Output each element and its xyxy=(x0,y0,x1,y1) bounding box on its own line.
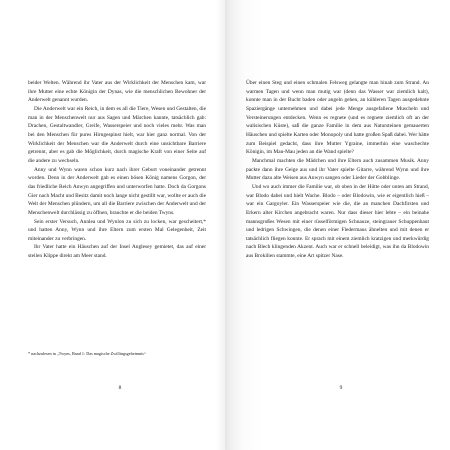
paragraph: Über einen Steg und einen schmalen Felsweg gelangte man hinab zum Strand. An warmen Tagen und wenn man mutig war (denn das Wasser war ziemlich kalt), konnte man in der Bucht baden oder angeln gehen, an kühleren Tagen ausgedehnte Spaziergänge unternehmen und dabei jede Menge ausgefallene Muscheln und Versteinerungen entdecken. Wenn es regnete (und es regnete ziemlich oft an der walisischen Küste), saß die ganze Familie in dem aus Natursteinen gemauerten Häuschen und spielte Karten oder Monopoly und hatte großen Spaß dabei. Wer hätte zum Beispiel gedacht, dass ihre Mutter Ygraine, immerhin eine waschechte Königin, im Mau-Mau jeden an die Wand spielte? xyxy=(246,80,429,156)
right-page xyxy=(225,0,450,450)
paragraph: beider Welten. Während ihr Vater aus der Wirklichkeit der Menschen kam, war ihre Mutter eine echte Königin der Dynas, wie die menschlichen Bewohner der Anderwelt genannt wurden. xyxy=(28,80,206,104)
right-page-text xyxy=(246,79,429,261)
page-number: 8 xyxy=(118,385,122,391)
paragraph: Und wo auch immer die Familie war, ob oben in der Hütte oder unten am Strand, war Blodo dabei und hielt Wache. Blodo – oder Blodowin, wie er eigentlich hieß – war ein Gargoyler. Ein Wasserspeier wie die, die an manchen Dachfirsten und Erkern alter Kirchen angebracht waren. Nur dass dieser hier lebte – ein beinahe mannsgroßes Wesen mit einer rüsselförmigen Schnauze, steingrauer Schuppenhaut und ledrigen Schwingen, die denen einer Fledermaus ähnelten und mit denen er tatsächlich fliegen konnte. Er sprach mit einem ziemlich kratzigen und merkwürdig nach Blech klingenden Akzent. Auch war er schnell beleidigt, was ihn da Blodowin aus Brokilien stammte, eine Art spitzer Nase. xyxy=(246,183,429,260)
gutter-shadow xyxy=(216,0,225,450)
page-number: 9 xyxy=(339,385,343,391)
paragraph: Anny und Wynn waren schon kurz nach ihrer Geburt voneinander getrennt worden. Denn in der Anderwelt gab es einen bösen König namens Gorgon, der das friedliche Reich Anwyn angegriffen und unterworfen hatte. Doch da Gorgons Gier nach Macht und Besitz damit noch lange nicht gestillt war, wollte er auch die Welt der Menschen plündern, um all die Barriere zwischen der Anderwelt und der Menschenwelt durchlässig zu öffnen, brauchte er die beiden Twyns. xyxy=(28,166,206,216)
paragraph: Sein erster Versuch, Annlea und Wynlon zu sich zu locken, war gescheitert,* und hatten Anny, Wynn und ihre Eltern zum ersten Mal Gelegenheit, Zeit miteinander zu verbringen. xyxy=(28,218,206,242)
paragraph: Die Anderwelt war ein Reich, in dem es all die Tiere, Wesen und Gestalten, die man in der Menschenwelt nur aus Sagen und Märchen kannte, tatsächlich gab: Drachen, Gestaltwandler, Greife, Wasserspeier und noch vieles mehr. Was man bei den Menschen für pures Hirngespinst hielt, war hier ganz normal. Von der Wirklichkeit der Menschen war die Anderwelt durch eine unsichtbare Barriere getrennt, aber es gab die Möglichkeit, durch magische Kraft von einer Seite auf die andere zu wechseln. xyxy=(28,105,206,164)
left-page-text xyxy=(28,79,206,261)
paragraph: Ihr Vater hatte ein Häuschen auf der Insel Anglesey gemietet, das auf einer steilen Klippe direkt am Meer stand. xyxy=(28,244,206,260)
paragraph: Manchmal machten die Mädchen und ihre Eltern auch zusammen Musik. Anny packte dann ihre Geige aus und ihr Vater spielte Gitarre, während Wynn und ihre Mutter dazu alte Weisen aus Anwyn sangen oder Lieder der Gobblinge. xyxy=(246,157,429,182)
footnote: * nachzulesen in „Twyns, Band 1: Das magische Zwillingsgeheimnis“ xyxy=(28,351,146,356)
